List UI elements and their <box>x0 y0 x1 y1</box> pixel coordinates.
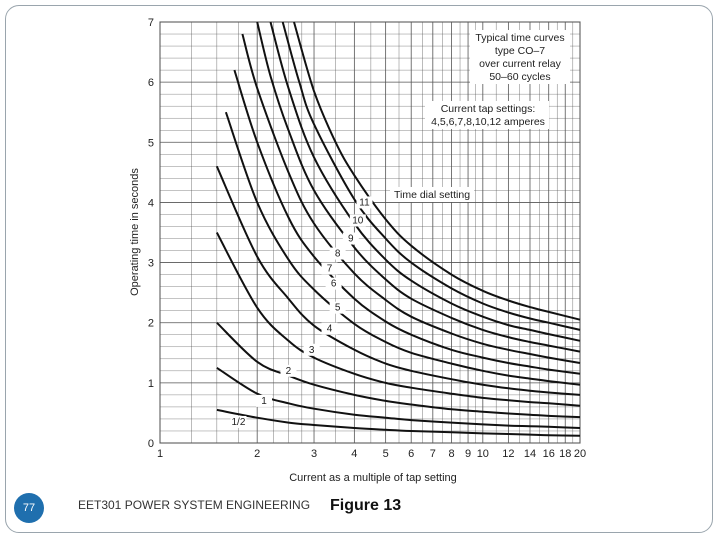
curve-label: 5 <box>334 302 341 314</box>
annotation-line: type CO–7 <box>494 45 546 57</box>
x-tick-label: 8 <box>448 448 455 460</box>
annotation-line: over current relay <box>479 58 561 70</box>
curve-label: 9 <box>348 233 354 245</box>
curve-label: 8 <box>334 248 341 260</box>
x-tick-label: 14 <box>523 448 537 460</box>
y-tick-label: 0 <box>147 438 154 450</box>
y-tick-label: 2 <box>147 317 154 330</box>
y-axis-title: Operating time in seconds <box>129 168 141 296</box>
chart-curves <box>217 22 580 436</box>
figure-caption: Figure 13 <box>330 497 402 514</box>
chart-annotation-dial <box>390 187 474 202</box>
x-tick-label: 2 <box>254 448 261 460</box>
curve-label: 3 <box>308 344 315 356</box>
curve-label: 1 <box>261 395 267 407</box>
y-tick-label: 6 <box>147 77 154 90</box>
curve-label: 1/2 <box>231 416 246 428</box>
slide-number-badge: 77 <box>14 493 44 523</box>
x-tick-label: 16 <box>542 448 555 460</box>
annotation-line: Time dial setting <box>393 189 471 201</box>
y-tick-label: 5 <box>147 137 154 150</box>
y-tick-label: 7 <box>147 17 154 29</box>
annotation-line: 50–60 cycles <box>489 71 551 83</box>
footer-text: EET301 POWER SYSTEM ENGINEERING <box>78 498 311 512</box>
curve-label: 4 <box>326 323 333 335</box>
x-tick-label: 10 <box>476 448 489 460</box>
curve-label: 11 <box>359 197 370 209</box>
curve-label: 7 <box>326 263 333 275</box>
x-tick-label: 7 <box>429 448 436 460</box>
x-axis-title: Current as a multiple of tap setting <box>289 472 457 484</box>
x-tick-label: 18 <box>559 448 572 460</box>
curve-dial-3 <box>217 233 580 406</box>
curve-dial-5 <box>226 112 580 385</box>
y-tick-label: 4 <box>147 197 154 210</box>
annotation-line: Typical time curves <box>475 32 565 44</box>
annotation-line: 4,5,6,7,8,10,12 amperes <box>431 116 545 128</box>
x-tick-label: 6 <box>408 448 415 460</box>
y-tick-label: 3 <box>147 257 154 270</box>
curve-label: 10 <box>352 215 364 227</box>
plot-frame <box>160 22 580 443</box>
chart-annotation-taps <box>425 101 549 129</box>
chart-annotation-title <box>470 30 570 84</box>
annotation-line: Current tap settings: <box>440 103 536 115</box>
x-tick-label: 9 <box>464 448 472 460</box>
x-tick-label: 4 <box>351 448 358 460</box>
x-tick-label: 20 <box>573 448 587 460</box>
chart-grid <box>160 22 580 443</box>
x-tick-label: 1 <box>156 448 164 460</box>
curve-label: 2 <box>285 365 292 377</box>
y-tick-label: 1 <box>147 377 154 390</box>
x-tick-label: 5 <box>382 448 389 460</box>
curve-label: 6 <box>330 278 337 290</box>
x-tick-label: 12 <box>502 448 515 460</box>
x-tick-label: 3 <box>310 448 318 460</box>
